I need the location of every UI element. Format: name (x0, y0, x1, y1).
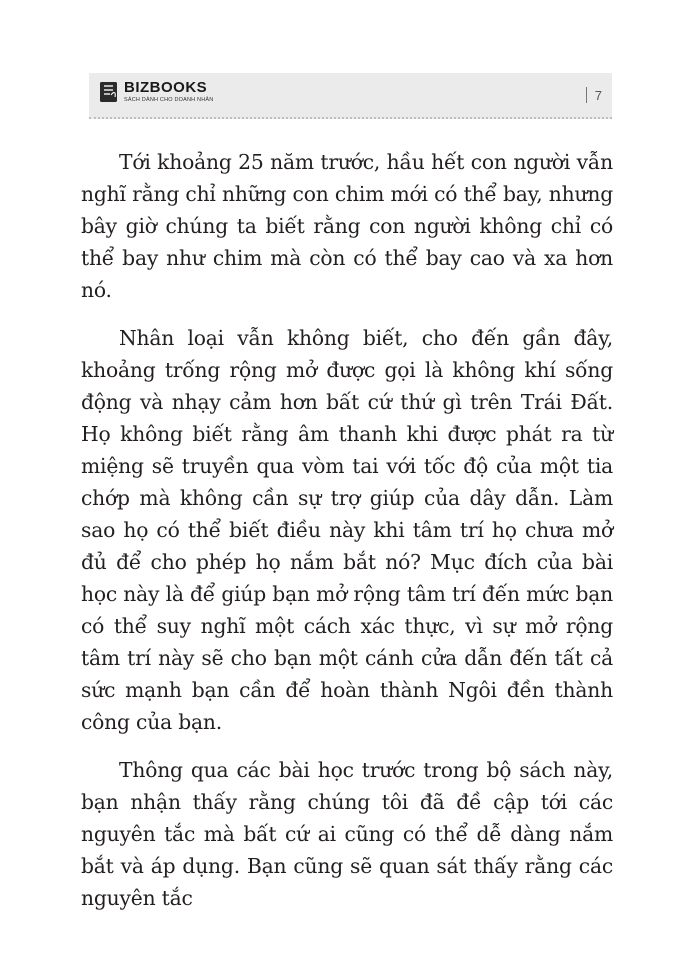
paragraph: Tới khoảng 25 năm trước, hầu hết con người vẫn nghĩ rằng chỉ những con chim mới có thể bay, nhưng bây giờ chúng ta biết rằng con người không chỉ có thể bay như chim mà còn có thể bay cao và xa hơn nó. (81, 150, 613, 302)
page-header (89, 73, 612, 119)
brand-name: BIZBOOKS (124, 79, 208, 97)
body-text (81, 146, 613, 930)
paragraph: Thông qua các bài học trước trong bộ sách này, bạn nhận thấy rằng chúng tôi đã đề cập tới các nguyên tắc mà bất cứ ai cũng có thể dễ dàng nắm bắt và áp dụng. Bạn cũng sẽ quan sát thấy rằng các nguyên tắc (81, 758, 613, 910)
page-number: 7 (594, 87, 602, 103)
paragraph: Nhân loại vẫn không biết, cho đến gần đây, khoảng trống rộng mở được gọi là không khí sống động và nhạy cảm hơn bất cứ thứ gì trên Trái Đất. Họ không biết rằng âm thanh khi được phát ra từ miệng sẽ truyền qua vòm tai với tốc độ của một tia chớp mà không cần sự trợ giúp của dây dẫn. Làm sao họ có thể biết điều này khi tâm trí họ chưa mở đủ để cho phép họ nắm bắt nó? Mục đích của bài học này là để giúp bạn mở rộng tâm trí đến mức bạn có thể suy nghĩ một cách xác thực, vì sự mở rộng tâm trí này sẽ cho bạn một cánh cửa dẫn đến tất cả sức mạnh bạn cần để hoàn thành Ngôi đền thành công của bạn. (81, 326, 613, 734)
page-number-divider (586, 87, 587, 103)
book-logo-icon (99, 80, 119, 104)
bizbooks-logo (99, 80, 213, 104)
page-number-area (586, 87, 602, 103)
brand-tagline: SÁCH DÀNH CHO DOANH NHÂN (124, 97, 214, 104)
